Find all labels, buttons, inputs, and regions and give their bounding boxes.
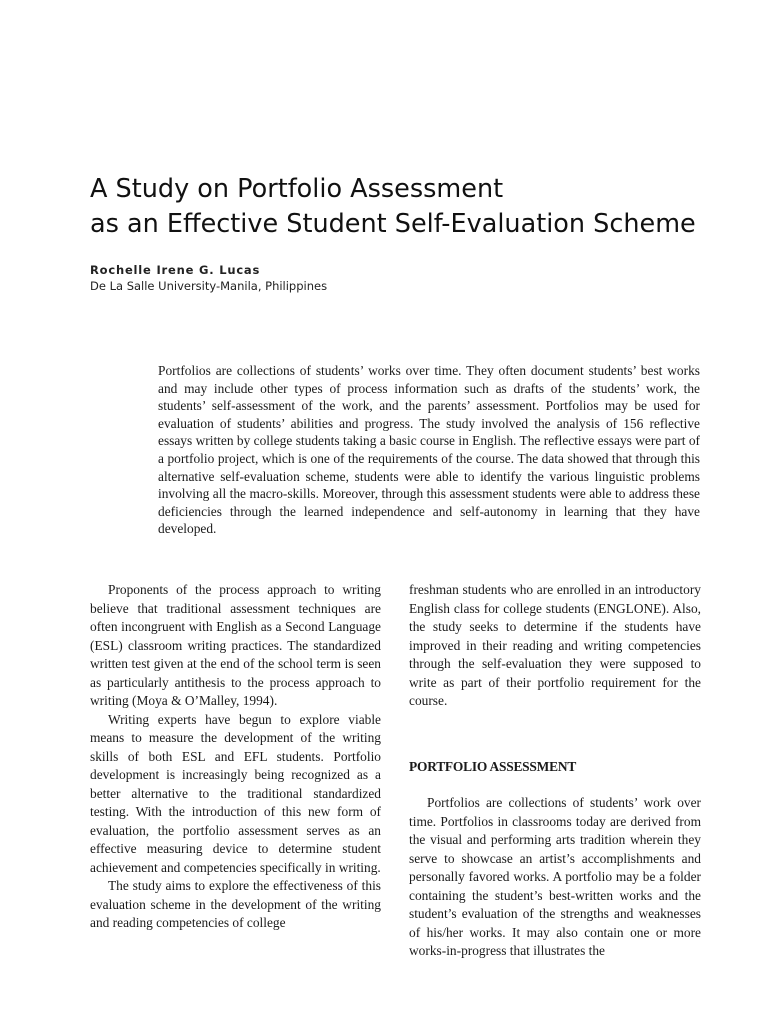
paper-title — [90, 172, 730, 242]
right-column — [409, 581, 701, 961]
author-name: Rochelle Irene G. Lucas — [90, 263, 261, 277]
body-paragraph-continued: freshman students who are enrolled in an introductory English class for college students (ENGLONE). Also, the study seeks to determine if the students have improved in their reading and writing competencies through the self-evaluation they were supposed to write as part of their portfolio requirement for the course. — [409, 582, 701, 708]
author-affiliation: De La Salle University-Manila, Philippines — [90, 279, 328, 293]
left-column — [90, 581, 381, 933]
body-paragraph-1: Proponents of the process approach to writing believe that traditional assessment techniques are often incongruent with English as a Second Language (ESL) classroom writing practices. The standardized written test given at the end of the school term is seen as particularly antithesis to the process approach to writing (Moya & O’Malley, 1994). — [90, 582, 381, 708]
abstract: Portfolios are collections of students’ works over time. They often document students’ best works and may include other types of process information such as drafts of the students’ work, the students’ self-assessment of the work, and the parents’ assessment. Portfolios may be used for evaluation of students’ abilities and progress. The study involved the analysis of 156 reflective essays written by college students taking a basic course in English. The reflective essays were part of a portfolio project, which is one of the requirements of the course. The data showed that through this alternative self-evaluation scheme, students were able to identify the various linguistic problems involving all the macro-skills. Moreover, through this assessment students were able to address these deficiencies through the learned independence and self-autonomy in learning that they have developed. — [158, 363, 700, 537]
body-paragraph-2: Writing experts have begun to explore viable means to measure the development of the writing skills of both ESL and EFL students. Portfolio development is increasingly being recognized as a better alternative to the traditional standardized testing. With the introduction of this new form of evaluation, the portfolio assessment serves as an effective measuring device to determine student achievement and competencies specifically in writing. — [90, 711, 381, 875]
body-paragraph-3: The study aims to explore the effectiveness of this evaluation scheme in the development of the writing and reading competencies of college — [90, 878, 381, 930]
section-heading: PORTFOLIO ASSESSMENT — [409, 758, 577, 774]
body-paragraph-4: Portfolios are collections of students’ work over time. Portfolios in classrooms today are derived from the visual and performing arts tradition wherein they serve to showcase an artist’s accomplishments and personally favored works. A portfolio may be a folder containing the student’s best-written works and the student’s evaluation of the strengths and weaknesses of his/her works. It may also contain one or more works-in-progress that illustrates the — [409, 795, 701, 958]
paper-title-line-1: A Study on Portfolio Assessment — [90, 174, 504, 204]
paper-title-line-2: as an Effective Student Self-Evaluation Scheme — [90, 209, 696, 239]
